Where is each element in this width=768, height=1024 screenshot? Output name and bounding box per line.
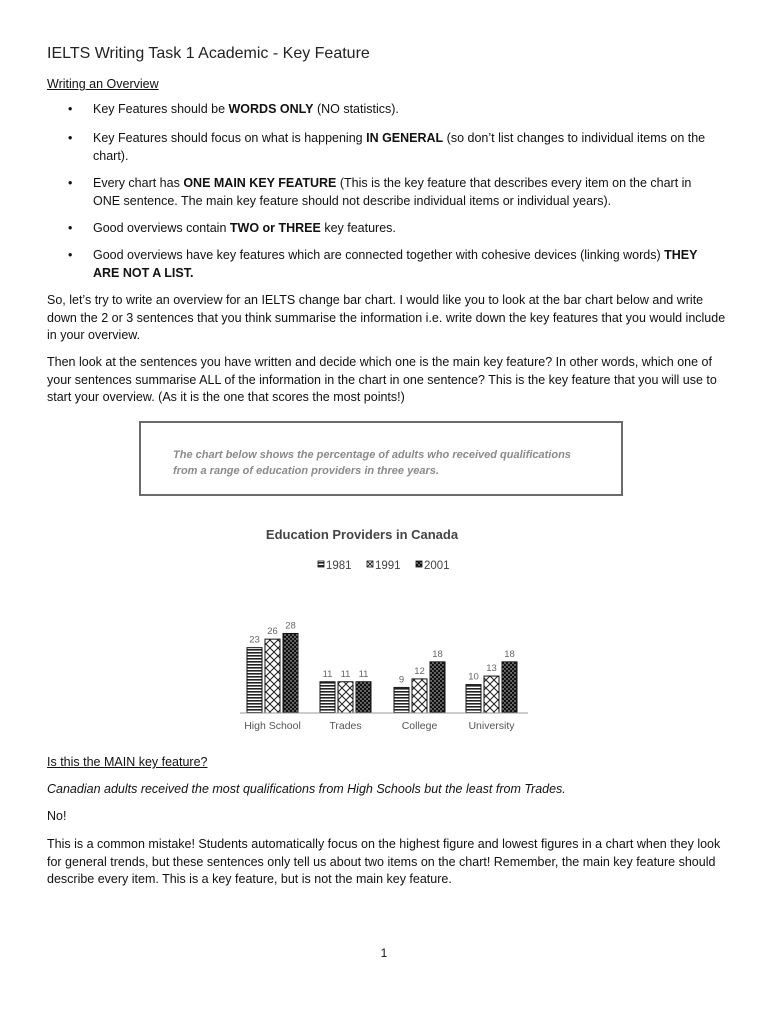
list-item: • Key Features should focus on what is happening IN GENERAL (so don’t list changes to individual items on the chart). xyxy=(68,131,706,163)
bullet-icon: • xyxy=(68,176,73,190)
bar-high-school-2001 xyxy=(283,633,298,713)
data-label: 11 xyxy=(358,668,369,680)
x-tick-label: High School xyxy=(244,720,301,732)
legend-swatch xyxy=(416,561,422,567)
instruction-paragraph: Then look at the sentences you have written and decide which one is the main key feature? In other words, which one of your sentences summarise ALL of the information in the chart in one sentence? This is the key feature that you will use to start your overview. (As it is the one that scores the most points!) xyxy=(47,355,717,404)
answer-text: No! xyxy=(47,809,67,823)
bar-trades-1981 xyxy=(320,682,335,713)
x-tick-label: College xyxy=(401,720,438,732)
list-item: • Every chart has ONE MAIN KEY FEATURE (This is the key feature that describes every item on the chart in ONE sentence. The main key feature should not describe individual items or individual years). xyxy=(68,176,692,208)
bar-university-1991 xyxy=(484,676,499,713)
explanation-paragraph: This is a common mistake! Students automatically focus on the highest figure and lowest figures in a chart when they look for general trends, but these sentences only tell us about two items on the chart! Remember, the main key feature should describe every item. This is a key feature, but is not the main key feature. xyxy=(47,837,721,886)
x-tick-label: Trades xyxy=(329,720,362,732)
bar-college-1981 xyxy=(394,687,409,713)
question-heading: Is this the MAIN key feature? xyxy=(47,755,208,769)
list-item: • Good overviews contain TWO or THREE key features. xyxy=(93,220,725,238)
bar-high-school-1981 xyxy=(247,648,262,713)
bar-college-2001 xyxy=(430,662,445,713)
bullet-icon: • xyxy=(68,131,73,145)
legend-label: 1981 xyxy=(326,560,352,572)
example-sentence: Canadian adults received the most qualifications from High Schools but the least from Trades. xyxy=(47,782,566,796)
data-label: 11 xyxy=(322,668,333,680)
bar-high-school-1991 xyxy=(265,639,280,713)
intro-paragraph: So, let’s try to write an overview for an IELTS change bar chart. I would like you to look at the bar chart below and write down the 2 or 3 sentences that you think summarise the information i.e. write down the key features that you would include in your overview. xyxy=(47,293,726,342)
data-label: 9 xyxy=(398,674,405,686)
bar-university-1981 xyxy=(466,685,481,713)
bar-college-1991 xyxy=(412,679,427,713)
bar-trades-2001 xyxy=(356,682,371,713)
legend-swatch xyxy=(367,561,373,567)
page-number: 1 xyxy=(380,946,388,960)
data-label: 13 xyxy=(486,663,497,675)
legend-label: 2001 xyxy=(424,560,450,572)
data-label: 26 xyxy=(267,626,278,638)
page-title: IELTS Writing Task 1 Academic - Key Feature xyxy=(47,45,370,62)
bullet-icon: • xyxy=(68,102,73,116)
legend-label: 1991 xyxy=(375,560,401,572)
data-label: 18 xyxy=(432,648,443,660)
legend-swatch xyxy=(318,561,324,567)
list-item: • Good overviews have key features which are connected together with cohesive devices (linking words) THEY ARE NOT A LIST. xyxy=(68,248,698,280)
bullet-icon: • xyxy=(68,248,73,262)
data-label: 23 xyxy=(249,634,260,646)
chart-title: Education Providers in Canada xyxy=(265,527,459,542)
x-tick-label: University xyxy=(468,720,515,732)
bar-chart xyxy=(230,520,540,738)
overview-heading: Writing an Overview xyxy=(47,77,159,91)
data-label: 28 xyxy=(285,620,296,632)
bar-university-2001 xyxy=(502,662,517,713)
task-description-text: The chart below shows the percentage of adults who received qualifications from a range of education providers in three years. xyxy=(173,449,571,477)
chart-x-ticks xyxy=(244,720,515,732)
data-label: 12 xyxy=(414,665,425,677)
data-label: 11 xyxy=(340,668,351,680)
bar-trades-1991 xyxy=(338,682,353,713)
data-label: 18 xyxy=(504,648,515,660)
task-description-box xyxy=(139,421,623,496)
bullet-icon: • xyxy=(68,221,73,235)
list-item: • Key Features should be WORDS ONLY (NO statistics). xyxy=(93,101,725,119)
chart-legend xyxy=(318,560,450,572)
data-label: 10 xyxy=(468,671,479,683)
